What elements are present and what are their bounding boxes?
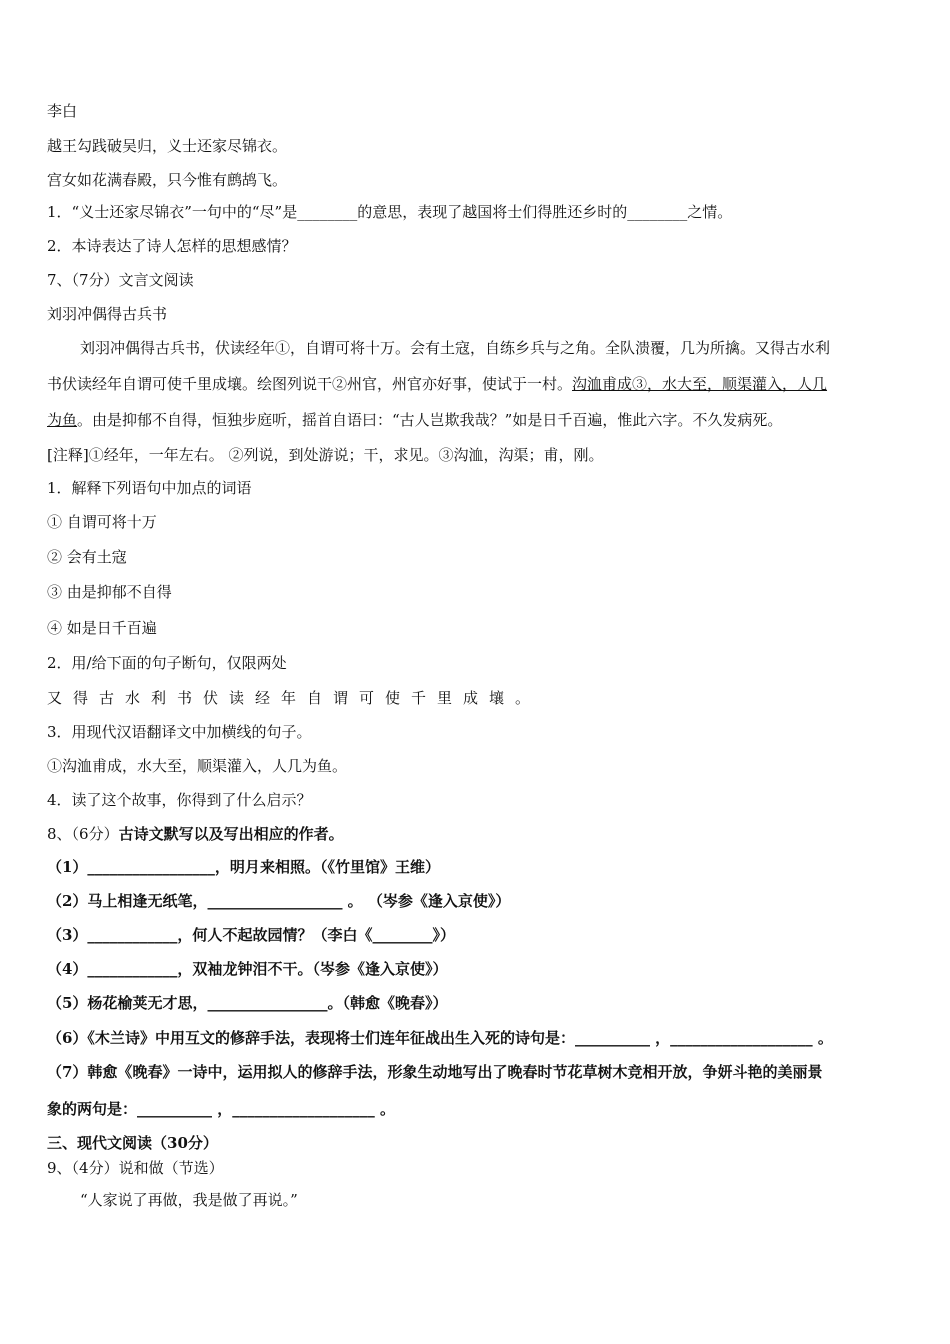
poem-author: 李白 bbox=[47, 102, 78, 120]
translate-item: ①沟洫甫成，水大至，顺渠灌入，人几为鱼。 bbox=[47, 757, 348, 775]
q9-heading: 9、（4分）说和做（节选） bbox=[47, 1159, 224, 1177]
subitem: ④ 如是日千百遍 bbox=[47, 619, 157, 637]
question-2: 2．本诗表达了诗人怎样的思想感情？ bbox=[47, 237, 297, 255]
fill-blank-line: （3）____________，何人不起故园情？（李白《________》） bbox=[47, 926, 455, 944]
passage-para: 刘羽冲偶得古兵书，伏读经年①，自谓可将十万。会有土寇，自练乡兵与之角。全队溃覆，几为所擒。又得古水利 bbox=[80, 339, 831, 357]
fill-blank-line: （6）《木兰诗》中用互文的修辞手法，表现将士们连年征战出生入死的诗句是：__________ ，___________________ 。 bbox=[47, 1029, 833, 1047]
underlined-sentence: 为鱼 bbox=[47, 411, 78, 429]
subitem: ① 自谓可将十万 bbox=[47, 513, 157, 531]
subitem: ③ 由是抑郁不自得 bbox=[47, 583, 172, 601]
subquestion-4: 4．读了这个故事，你得到了什么启示？ bbox=[47, 791, 312, 809]
fill-blank-line: （4）____________，双袖龙钟泪不干。（岑参《逢入京使》） bbox=[47, 960, 448, 978]
fill-blank-line: （1）_________________，明月来相照。（《竹里馆》王维） bbox=[47, 858, 440, 876]
section-title: 三、现代文阅读（30分） bbox=[47, 1134, 218, 1152]
passage-para bbox=[47, 410, 782, 430]
fill-blank-line: （5）杨花榆荚无才思，________________。（韩愈《晚春》） bbox=[47, 994, 448, 1012]
fill-blank-line: 象的两句是：__________ ，___________________ 。 bbox=[47, 1100, 395, 1118]
question-1: 1．“义士还家尽锦衣”一句中的“尽”是________的意思，表现了越国将士们得胜还乡时的________之情。 bbox=[47, 203, 733, 221]
poem-line: 宫女如花满春殿，只今惟有鹧鸪飞。 bbox=[47, 171, 288, 189]
subquestion-3: 3．用现代汉语翻译文中加横线的句子。 bbox=[47, 723, 312, 741]
q8-heading bbox=[47, 824, 344, 844]
q8-number: 8、（6分） bbox=[47, 825, 119, 843]
q8-instruction: 古诗文默写以及写出相应的作者。 bbox=[118, 825, 344, 843]
passage-text: 书伏读经年自谓可使千里成壤。绘图列说干②州官，州官亦好事，使试于一村。 bbox=[47, 375, 573, 393]
fill-blank-line: （7）韩愈《晚春》一诗中，运用拟人的修辞手法，形象生动地写出了晚春时节花草树木竞相开放，争妍斗艳的美丽景 bbox=[47, 1063, 823, 1081]
q7-heading: 7、（7分）文言文阅读 bbox=[47, 271, 194, 289]
annotation-note: [注释]①经年，一年左右。 ②列说，到处游说；干，求见。③沟洫，沟渠；甫，刚。 bbox=[47, 446, 604, 464]
underlined-sentence: 沟洫甫成③，水大至，顺渠灌入，人几 bbox=[572, 375, 828, 393]
fill-blank-line: （2）马上相逢无纸笔，__________________ 。 （岑参《逢入京使》） bbox=[47, 892, 511, 910]
passage-para bbox=[47, 374, 827, 394]
subquestion-2: 2．用/给下面的句子断句，仅限两处 bbox=[47, 654, 287, 672]
subitem: ② 会有土寇 bbox=[47, 548, 127, 566]
passage-text: 。由是抑郁不自得，恒独步庭听，摇首自语曰：“古人岂欺我哉？”如是日千百遍，惟此六字。不久发病死。 bbox=[77, 411, 783, 429]
quote-line: “人家说了再做，我是做了再说。” bbox=[80, 1191, 298, 1209]
subquestion-1: 1．解释下列语句中加点的词语 bbox=[47, 479, 252, 497]
spaced-sentence: 又得古水利书伏读经年自谓可使千里成壤。 bbox=[47, 689, 542, 707]
passage-title: 刘羽冲偶得古兵书 bbox=[47, 305, 168, 323]
poem-line: 越王勾践破吴归，义士还家尽锦衣。 bbox=[47, 137, 288, 155]
